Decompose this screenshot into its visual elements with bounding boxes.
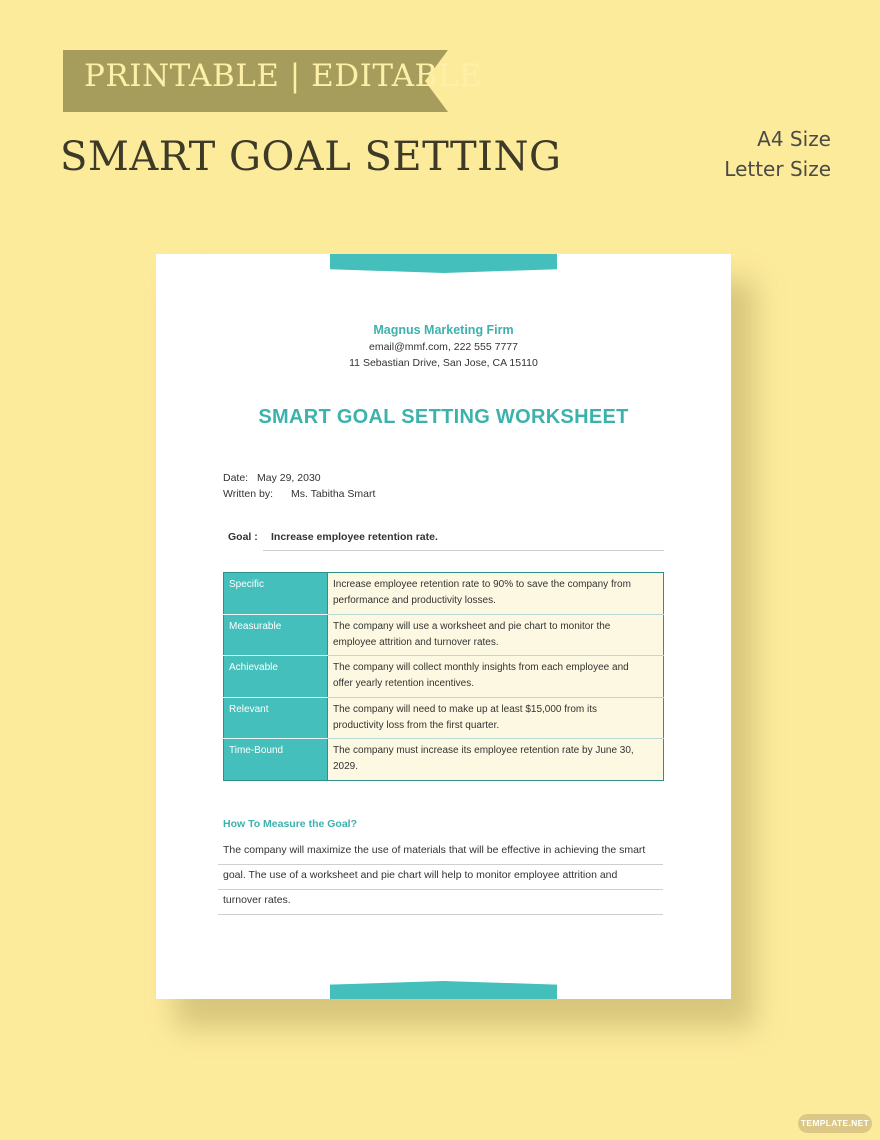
measure-line-2: goal. The use of a worksheet and pie chart will help to monitor employee attrition and	[218, 865, 663, 890]
date-value: May 29, 2030	[257, 472, 321, 484]
written-by-value: Ms. Tabitha Smart	[291, 488, 376, 500]
table-row	[224, 614, 664, 656]
document-preview	[156, 254, 731, 999]
table-row	[224, 697, 664, 739]
date-label: Date:	[223, 472, 249, 484]
measure-heading: How To Measure the Goal?	[223, 818, 357, 830]
measure-line-1: The company will maximize the use of materials that will be effective in achieving the smart	[218, 840, 663, 865]
row-value-relevant: The company will need to make up at least $15,000 from its productivity loss from the first quarter.	[328, 697, 664, 739]
goal-label: Goal :	[228, 531, 258, 543]
page-title: SMART GOAL SETTING	[60, 134, 562, 180]
written-by-label: Written by:	[223, 488, 273, 500]
smart-table	[223, 572, 664, 781]
row-key-achievable: Achievable	[224, 656, 328, 698]
goal-underline	[263, 550, 664, 551]
row-key-measurable: Measurable	[224, 614, 328, 656]
measure-line-3: turnover rates.	[218, 890, 663, 915]
date-row	[223, 472, 321, 484]
top-accent-tab	[330, 254, 557, 273]
row-value-measurable: The company will use a worksheet and pie chart to monitor the employee attrition and turnover rates.	[328, 614, 664, 656]
worksheet-title: SMART GOAL SETTING WORKSHEET	[258, 406, 629, 428]
size-letter: Letter Size	[724, 157, 831, 181]
size-options	[724, 124, 831, 184]
bottom-accent-tab	[330, 981, 557, 999]
company-name: Magnus Marketing Firm	[373, 323, 514, 337]
banner-text: PRINTABLE | EDITABLE	[84, 58, 483, 94]
table-row	[224, 656, 664, 698]
row-key-specific: Specific	[224, 573, 328, 615]
watermark-logo: TEMPLATE.NET	[798, 1114, 872, 1133]
row-value-specific: Increase employee retention rate to 90% to save the company from performance and productivity losses.	[328, 573, 664, 615]
row-value-time-bound: The company must increase its employee retention rate by June 30, 2029.	[328, 739, 664, 781]
table-row	[224, 573, 664, 615]
row-value-achievable: The company will collect monthly insights from each employee and offer yearly retention incentives.	[328, 656, 664, 698]
company-address: 11 Sebastian Drive, San Jose, CA 15110	[349, 357, 538, 369]
written-by-row	[223, 488, 375, 500]
goal-value: Increase employee retention rate.	[271, 531, 438, 543]
company-contact: email@mmf.com, 222 555 7777	[369, 341, 518, 353]
size-a4: A4 Size	[757, 127, 831, 151]
row-key-relevant: Relevant	[224, 697, 328, 739]
row-key-time-bound: Time-Bound	[224, 739, 328, 781]
table-row	[224, 739, 664, 781]
